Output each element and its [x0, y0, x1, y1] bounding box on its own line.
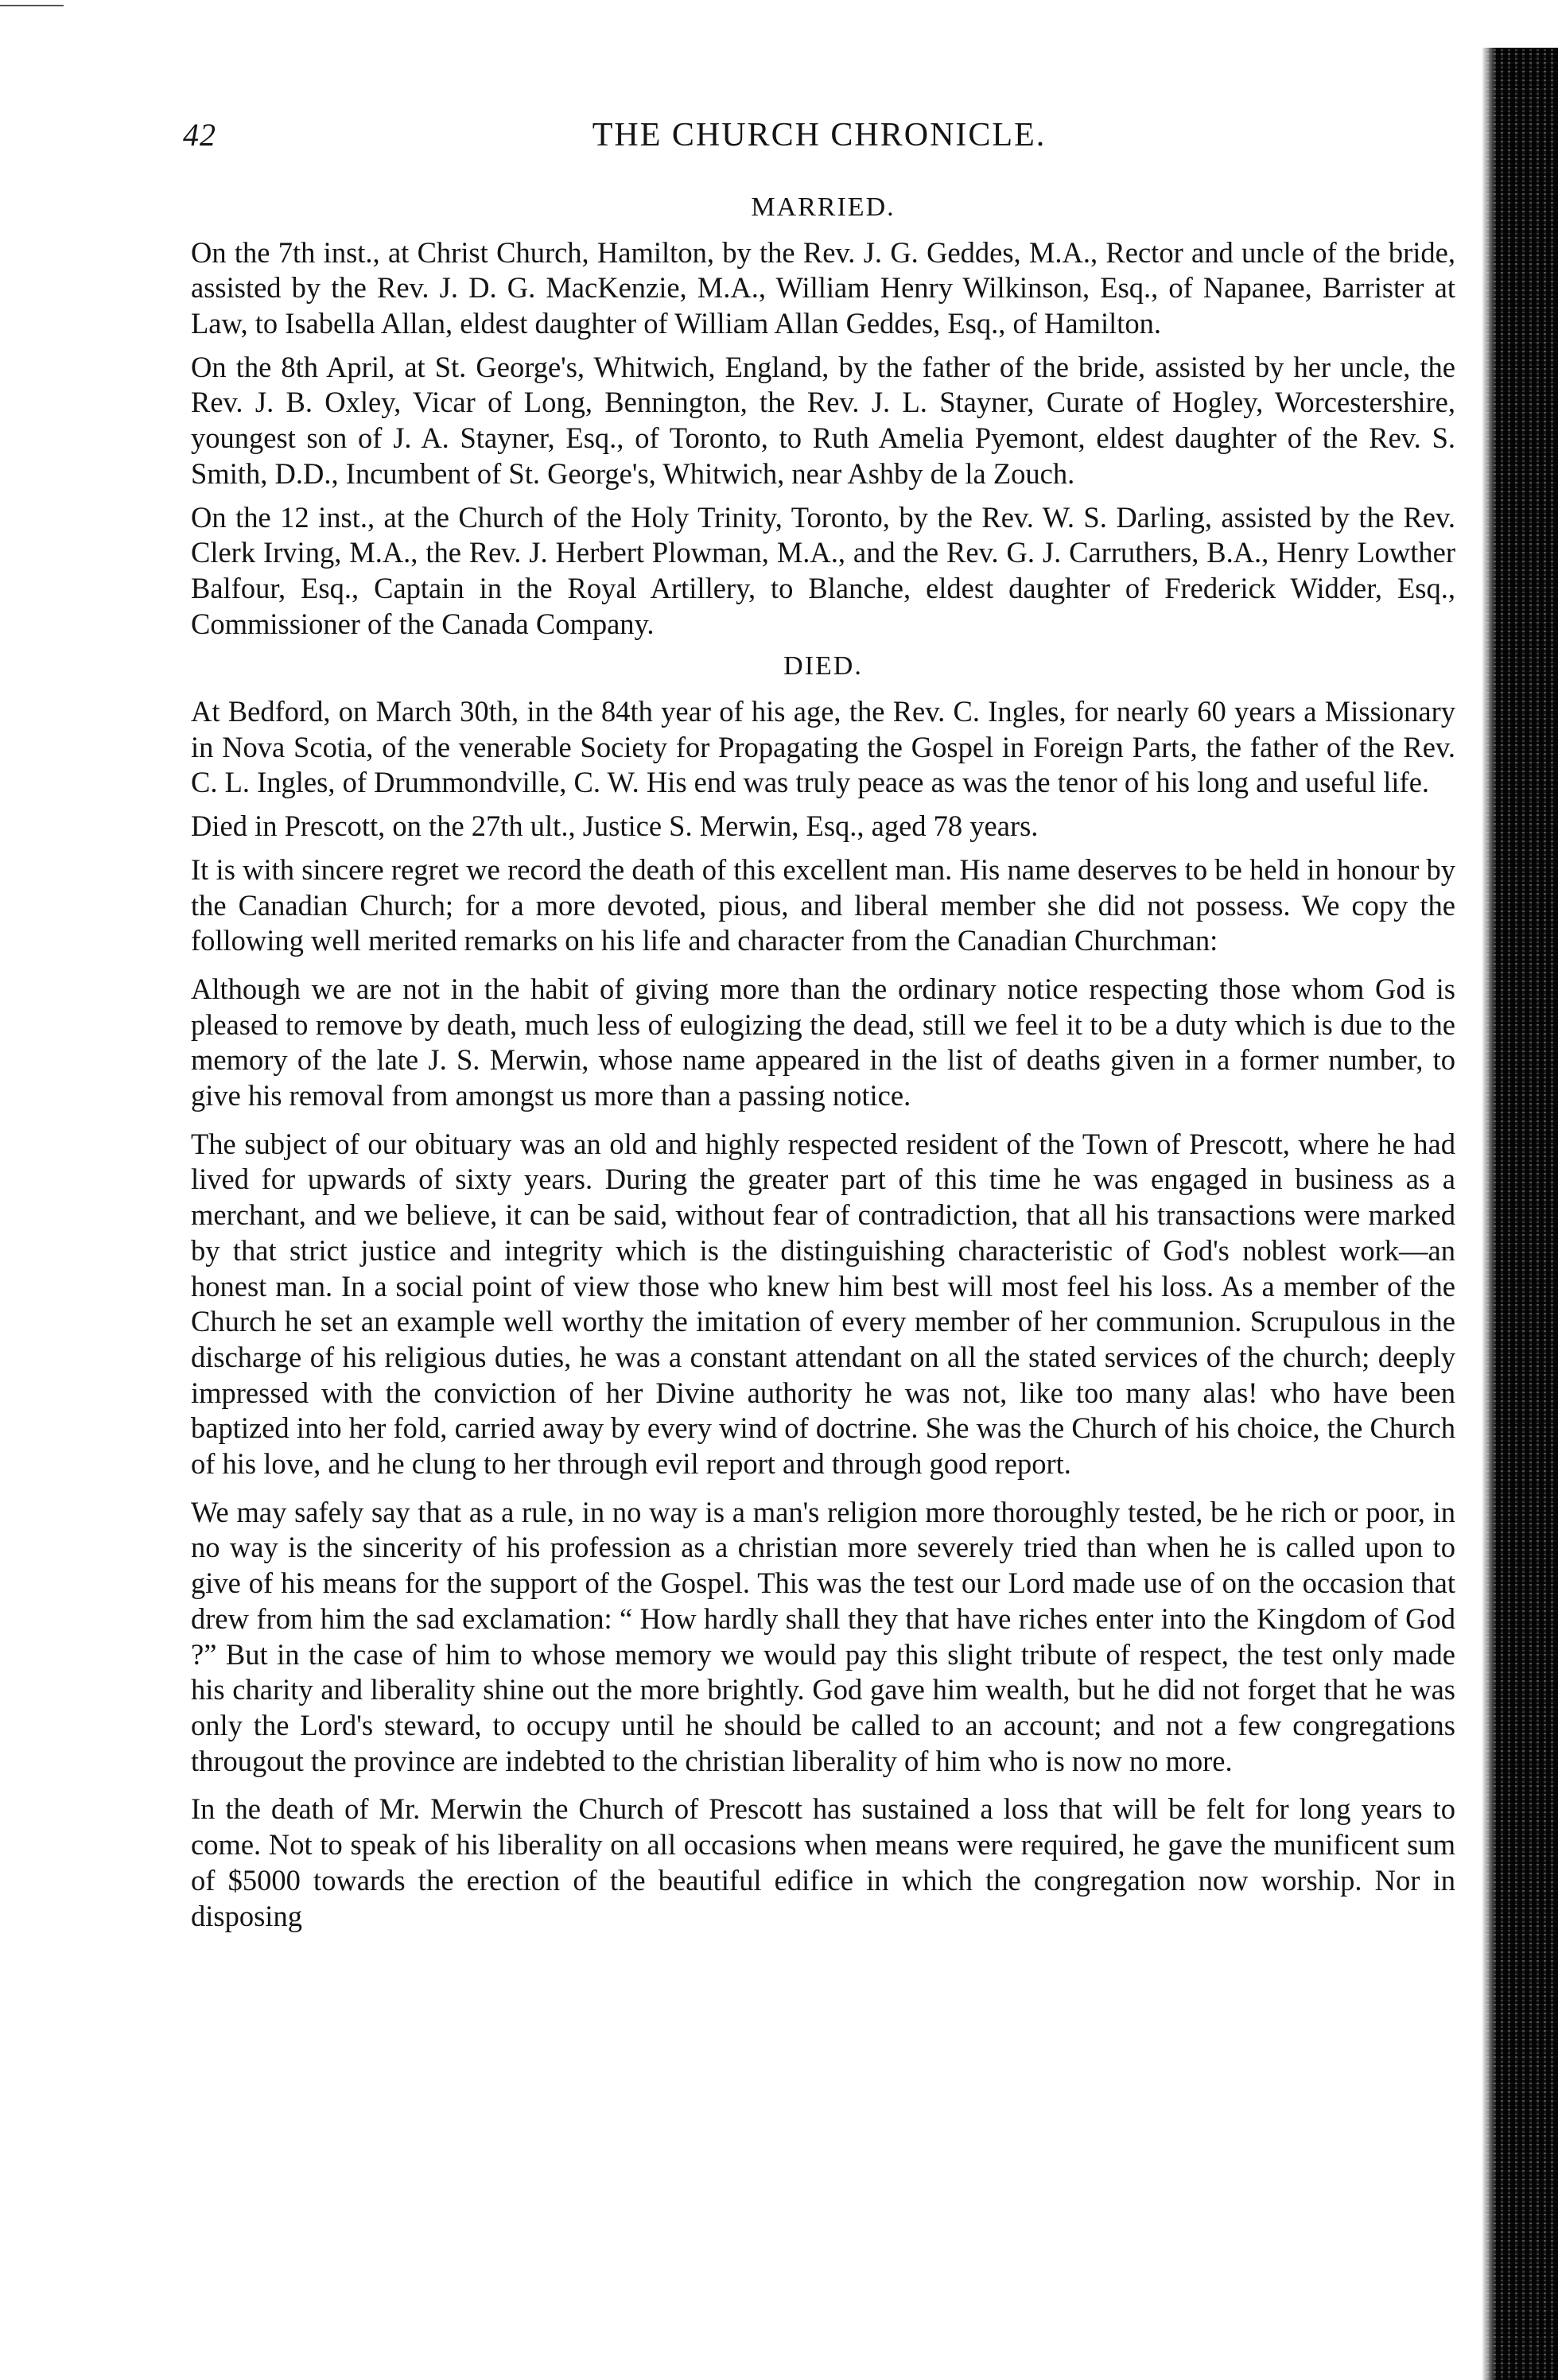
- page-number: 42: [183, 117, 216, 153]
- obituary-paragraph: It is with sincere regret we record the death of this excellent man. His name deserves to be held in honour by the Canadian Church; for a more devoted, pious, and liberal member she did not possess. We copy the following well merited remarks on his life and character from the Canadian Churchman:: [191, 852, 1455, 957]
- top-rule: [0, 5, 64, 6]
- married-entry: On the 12 inst., at the Church of the Holy Trinity, Toronto, by the Rev. W. S. Darling, assisted by the Rev. Clerk Irving, M.A., the Rev. J. Herbert Plowman, M.A., and the Rev. G. J. Carruthers, B.A., Henry Lowther Balfour, Esq., Captain in the Royal Artillery, to Blanche, eldest daughter of Frederick Widder, Esq., Commissioner of the Canada Company.: [191, 500, 1455, 640]
- article-body: [191, 191, 1455, 1934]
- married-heading: MARRIED.: [751, 192, 896, 222]
- obituary-paragraph: In the death of Mr. Merwin the Church of Prescott has sustained a loss that will be felt for long years to come. Not to speak of his liberality on all occasions when means were required, he gave the munificent sum of $5000 towards the erection of the beautiful edifice in which the congregation now worship. Nor in disposing: [191, 1792, 1455, 1932]
- obituary-paragraph: Although we are not in the habit of giving more than the ordinary notice respecting those whom God is pleased to remove by death, much less of eulogizing the dead, still we feel it to be a duty which is due to the memory of the late J. S. Merwin, whose name appeared in the list of deaths given in a former number, to give his removal from amongst us more than a passing notice.: [191, 972, 1455, 1112]
- obituary-paragraph: The subject of our obituary was an old and highly respected resident of the Town of Prescott, where he had lived for upwards of sixty years. During the greater part of this time he was engaged in business as a merchant, and we believe, it can be said, without fear of contradiction, that all his transactions were marked by that strict justice and integrity which is the distinguishing characteristic of God's noblest work—an honest man. In a social point of view those who knew him best will most feel his loss. As a member of the Church he set an example well worthy the imitation of every member of her communion. Scrupulous in the discharge of his religious duties, he was a constant attendant on all the stated services of the church; deeply impressed with the conviction of her Divine authority he was not, like too many alas! who have been baptized into her fold, carried away by every wind of doctrine. She was the Church of his choice, the Church of his love, and he clung to her through evil report and through good report.: [191, 1127, 1455, 1481]
- running-title: THE CHURCH CHRONICLE.: [592, 117, 1047, 153]
- page-header: [183, 116, 1455, 164]
- died-entry: Died in Prescott, on the 27th ult., Justice S. Merwin, Esq., aged 78 years.: [191, 810, 1039, 843]
- married-entry: On the 8th April, at St. George's, Whitwich, England, by the father of the bride, assisted by her uncle, the Rev. J. B. Oxley, Vicar of Long, Bennington, the Rev. J. L. Stayner, Curate of Hogley, Worcestershire, youngest son of J. A. Stayner, Esq., of Toronto, to Ruth Amelia Pyemont, eldest daughter of the Rev. S. Smith, D.D., Incumbent of St. George's, Whitwich, near Ashby de la Zouch.: [191, 350, 1455, 490]
- scan-edge-strip: [1482, 48, 1558, 2380]
- died-entry: At Bedford, on March 30th, in the 84th year of his age, the Rev. C. Ingles, for nearly 60 years a Missionary in Nova Scotia, of the venerable Society for Propagating the Gospel in Foreign Parts, the father of the Rev. C. L. Ingles, of Drummondville, C. W. His end was truly peace as was the tenor of his long and useful life.: [191, 695, 1455, 799]
- obituary-paragraph: We may safely say that as a rule, in no way is a man's religion more thoroughly tested, be he rich or poor, in no way is the sincerity of his profession as a christian more severely tried than when he is called upon to give of his means for the support of the Gospel. This was the test our Lord made use of on the occasion that drew from him the sad exclamation: “ How hardly shall they that have riches enter into the Kingdom of God ?” But in the case of him to whose memory we would pay this slight tribute of respect, the test only made his charity and liberality shine out the more brightly. God gave him wealth, but he did not forget that he was only the Lord's steward, to occupy until he should be called to an account; and not a few congregations througout the province are indebted to the christian liberality of him who is now no more.: [191, 1495, 1455, 1777]
- died-heading: DIED.: [783, 651, 863, 681]
- married-entry: On the 7th inst., at Christ Church, Hamilton, by the Rev. J. G. Geddes, M.A., Rector and uncle of the bride, assisted by the Rev. J. D. G. MacKenzie, M.A., William Henry Wilkinson, Esq., of Napanee, Barrister at Law, to Isabella Allan, eldest daughter of William Allan Geddes, Esq., of Hamilton.: [191, 235, 1455, 340]
